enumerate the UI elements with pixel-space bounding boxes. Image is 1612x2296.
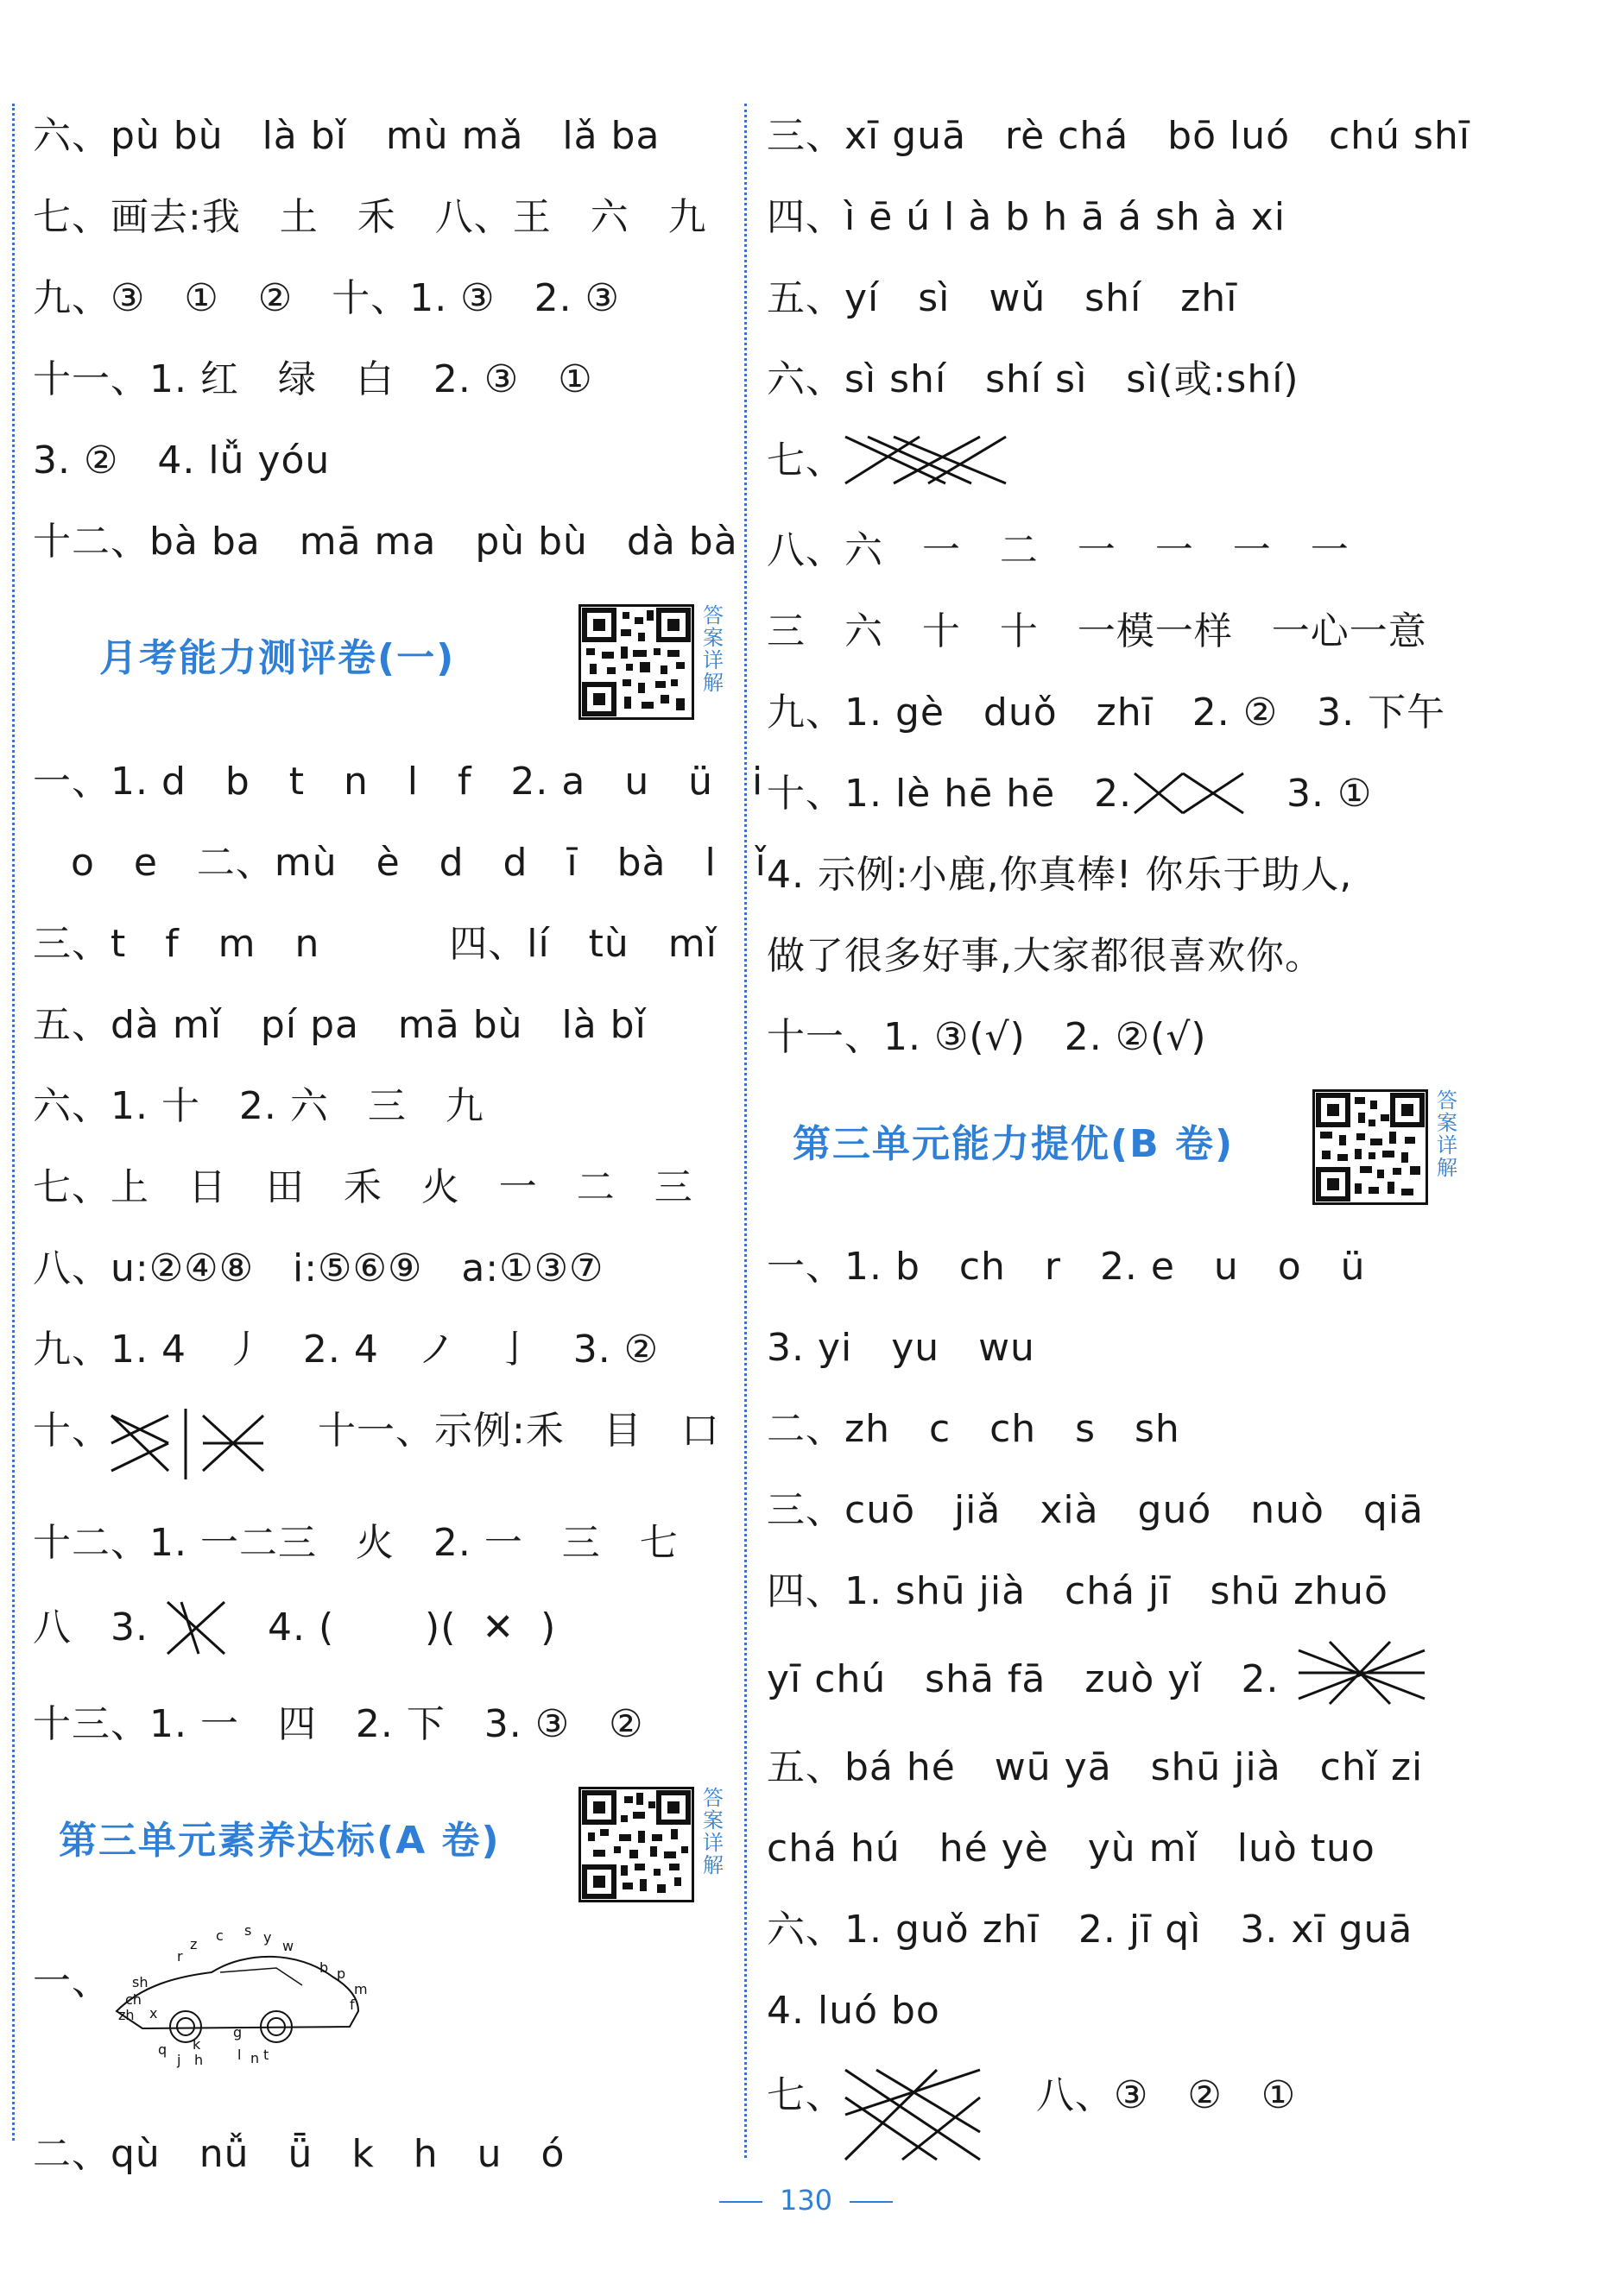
answer-line: 五、yí sì wǔ shí zhī bbox=[767, 276, 1238, 320]
answer-line: 十一、1. 红 绿 白 2. ③ ① bbox=[33, 357, 593, 401]
car-letter: m bbox=[354, 1981, 368, 1997]
car-letter: j bbox=[177, 2052, 181, 2068]
section-title-unit3-b: 第三单元能力提优(B 卷) bbox=[793, 1122, 1235, 1166]
car-letter: x bbox=[149, 2005, 158, 2022]
answer-line: 十二、bà ba mā ma pù bù dà bà bbox=[33, 520, 738, 564]
car-letter: r bbox=[177, 1948, 183, 1965]
answer-line: 一、1. d b t n l f 2. a u ü i bbox=[33, 760, 764, 804]
answer-line: 四、1. shū jià chá jī shū zhuō bbox=[767, 1569, 1388, 1613]
car-letter: zh bbox=[118, 2007, 135, 2023]
qr-answer-label: 答案详解 bbox=[703, 1786, 724, 1877]
matching-lines-figure-2 bbox=[164, 1597, 233, 1659]
answer-line: 六、sì shí shí sì sì(或:shí) bbox=[767, 357, 1299, 401]
qr-answer-label: 答案详解 bbox=[703, 603, 724, 695]
answer-line: 三、t f m n 四、lí tù mǐ bbox=[33, 922, 717, 966]
car-letter: sh bbox=[132, 1974, 149, 1990]
answer-line: 六、1. 十 2. 六 三 九 bbox=[33, 1084, 484, 1128]
answer-line: 八、③ ② ① bbox=[1036, 2073, 1297, 2117]
page-number-dash-right bbox=[850, 2201, 893, 2203]
answer-line: 九、1. gè duǒ zhī 2. ② 3. 下午 bbox=[767, 691, 1446, 735]
qr-pattern-icon bbox=[1315, 1092, 1426, 1202]
page-number bbox=[0, 2184, 1612, 2217]
answer-line: 七、上 日 田 禾 火 一 二 三 bbox=[33, 1165, 693, 1209]
qr-answer-label: 答案详解 bbox=[1437, 1088, 1457, 1180]
car-letter: f bbox=[350, 1996, 355, 2013]
answer-line: 二、qù nǚ ǖ k h u ó bbox=[33, 2132, 566, 2176]
answer-line: 二、zh c ch s sh bbox=[767, 1407, 1180, 1451]
qr-code-icon[interactable] bbox=[578, 604, 694, 720]
car-letter: z bbox=[190, 1936, 198, 1952]
page-number-dash-left bbox=[719, 2201, 762, 2203]
answer-line: 十、 bbox=[33, 1409, 111, 1453]
answer-line: 4. 示例:小鹿,你真棒! 你乐于助人, bbox=[767, 853, 1353, 897]
car-letter: g bbox=[233, 2024, 243, 2041]
qr-code-icon[interactable] bbox=[578, 1787, 694, 1902]
answer-line: 十三、1. 一 四 2. 下 3. ③ ② bbox=[33, 1702, 644, 1746]
answer-line: 五、dà mǐ pí pa mā bù là bǐ bbox=[33, 1003, 647, 1047]
car-letter: t bbox=[263, 2047, 269, 2063]
answer-line: 七、画去:我 土 禾 八、王 六 九 bbox=[33, 195, 707, 239]
left-margin-divider bbox=[12, 104, 15, 2141]
qr-code-icon[interactable] bbox=[1312, 1089, 1428, 1205]
answer-line: 八 3. bbox=[33, 1605, 149, 1649]
answer-line: 三 六 十 十 一模一样 一心一意 bbox=[767, 609, 1427, 653]
car-letter: p bbox=[337, 1965, 346, 1982]
column-divider bbox=[744, 104, 747, 2158]
car-letter: n bbox=[250, 2050, 260, 2066]
answer-line: 三、cuō jiǎ xià guó nuò qiā bbox=[767, 1488, 1424, 1532]
answer-line: yī chú shā fā zuò yǐ 2. bbox=[767, 1657, 1280, 1701]
car-letter: h bbox=[194, 2052, 204, 2068]
car-letter: ch bbox=[125, 1991, 142, 2008]
car-letter: c bbox=[216, 1927, 224, 1944]
answer-line: 做了很多好事,大家都很喜欢你。 bbox=[767, 934, 1324, 978]
answer-line: 3. ① bbox=[1286, 772, 1373, 816]
answer-line: 一、 bbox=[33, 1959, 111, 2003]
car-letter: q bbox=[158, 2041, 168, 2058]
qr-pattern-icon bbox=[581, 1789, 692, 1900]
answer-line: 六、1. guǒ zhī 2. jī qì 3. xī guā bbox=[767, 1908, 1413, 1952]
car-letter: w bbox=[282, 1938, 294, 1954]
section-title-monthly-test: 月考能力测评卷(一) bbox=[99, 636, 456, 680]
answer-line: 一、1. b ch r 2. e u o ü bbox=[767, 1245, 1366, 1289]
pinyin-car-diagram bbox=[91, 1922, 384, 2072]
answer-line: 三、xī guā rè chá bō luó chú shī bbox=[767, 114, 1470, 158]
answer-line: 九、③ ① ② 十、1. ③ 2. ③ bbox=[33, 276, 620, 320]
car-letter: l bbox=[237, 2047, 242, 2063]
answer-line: 八、u:②④⑧ i:⑤⑥⑨ a:①③⑦ bbox=[33, 1246, 604, 1290]
car-letter: b bbox=[319, 1959, 329, 1976]
answer-line: 九、1. 4 丿 2. 4 ノ 亅 3. ② bbox=[33, 1328, 660, 1372]
answer-line: 四、ì ē ú l à b h ā á sh à xi bbox=[767, 195, 1286, 239]
answer-line: 五、bá hé wū yā shū jià chǐ zi bbox=[767, 1745, 1424, 1789]
answer-line: chá hú hé yè yù mǐ luò tuo bbox=[767, 1826, 1375, 1870]
answer-line: 十一、1. ③(√) 2. ②(√) bbox=[767, 1015, 1207, 1059]
matching-lines-figure-4 bbox=[1131, 766, 1252, 820]
answer-line: 4. ( )( ✕ ) bbox=[268, 1605, 557, 1649]
section-title-unit3-a: 第三单元素养达标(A 卷) bbox=[59, 1819, 501, 1863]
matching-lines-figure-6 bbox=[842, 2063, 989, 2167]
matching-lines-figure-5 bbox=[1295, 1638, 1433, 1707]
answer-line: 七、 bbox=[767, 2073, 844, 2117]
answer-line: 十、1. lè hē hē 2. bbox=[767, 772, 1133, 816]
car-letter: s bbox=[244, 1922, 252, 1939]
answer-line: 3. ② 4. lǚ yóu bbox=[33, 438, 331, 483]
answer-line: 八、六 一 二 一 一 一 一 bbox=[767, 528, 1350, 572]
car-letter: k bbox=[193, 2036, 201, 2053]
answer-line: 4. luó bo bbox=[767, 1989, 940, 2033]
page-number-value: 130 bbox=[779, 2184, 833, 2217]
answer-line: o e 二、mù è d d ī bà l ǐ bbox=[71, 841, 767, 885]
answer-line: 七、 bbox=[767, 438, 844, 483]
answer-line: 十一、示例:禾 目 口 bbox=[318, 1409, 720, 1453]
car-letter: y bbox=[263, 1929, 272, 1946]
answer-line: 六、pù bù là bǐ mù mǎ lǎ ba bbox=[33, 114, 661, 158]
matching-lines-figure-3 bbox=[842, 430, 1015, 490]
matching-lines-figure bbox=[108, 1409, 272, 1479]
qr-pattern-icon bbox=[581, 607, 692, 717]
answer-line: 十二、1. 一二三 火 2. 一 三 七 bbox=[33, 1521, 679, 1565]
answer-line: 3. yi yu wu bbox=[767, 1326, 1035, 1370]
